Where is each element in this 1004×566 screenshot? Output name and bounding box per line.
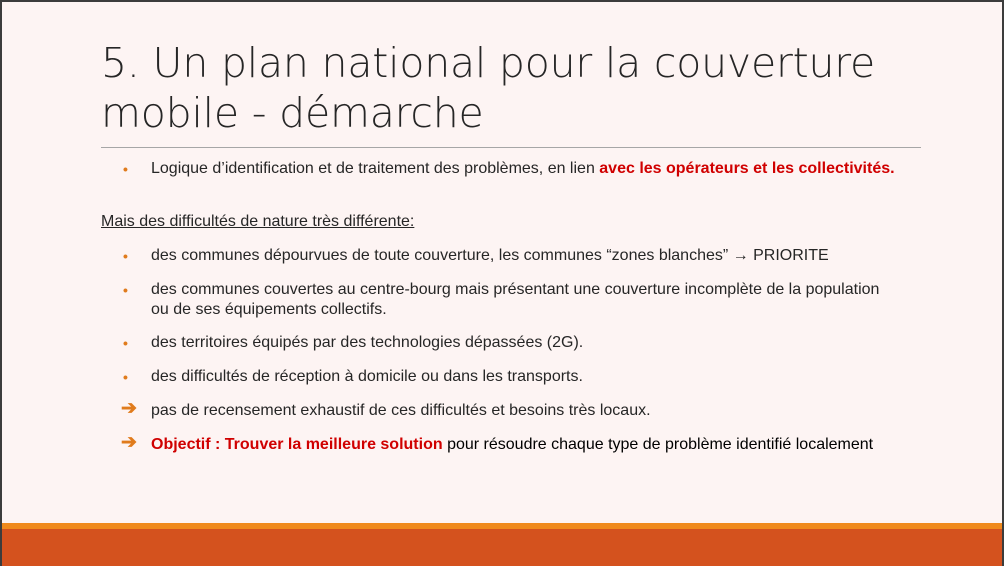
intro-text: Logique d’identification et de traitement des problèmes, en lien	[151, 160, 600, 177]
list-item	[123, 246, 921, 266]
objective-highlight: Objectif : Trouver la meilleure solution	[151, 436, 443, 453]
title-divider	[101, 147, 921, 148]
bullet-icon: •	[123, 282, 128, 298]
slide-title	[101, 38, 921, 138]
arrow-item-text: pas de recensement exhaustif de ces difficultés et besoins très locaux.	[151, 402, 651, 419]
intro-bullet	[123, 159, 921, 179]
bullet-icon: •	[123, 369, 128, 385]
slide	[2, 2, 1002, 566]
list-item-text: des communes dépourvues de toute couverture, les communes “zones blanches” → PRIORITE	[151, 247, 829, 264]
list-item-text: des territoires équipés par des technologies dépassées (2G).	[151, 334, 584, 351]
objective-text: pour résoudre chaque type de problème identifié localement	[442, 436, 874, 453]
footer-bar	[2, 529, 1002, 566]
arrow-right-icon: ➔	[121, 432, 137, 453]
title-line-1: 5. Un plan national pour la couverture	[101, 39, 876, 87]
list-item-text: des communes couvertes au centre-bourg mais présentant une couverture incomplète de la population ou de ses équipements collectifs.	[151, 281, 880, 318]
list-item-text: des difficultés de réception à domicile ou dans les transports.	[151, 368, 583, 385]
list-item	[123, 333, 921, 353]
arrow-right-icon: ➔	[121, 398, 137, 419]
title-line-2: mobile - démarche	[101, 89, 484, 137]
list-item	[123, 280, 896, 320]
intro-highlight: avec les opérateurs et les collectivités.	[599, 160, 895, 177]
bullet-icon: •	[123, 248, 128, 264]
arrow-item	[121, 398, 921, 421]
bullet-icon: •	[123, 335, 128, 351]
section-subtitle: Mais des difficultés de nature très différente:	[101, 213, 415, 230]
objective-item	[121, 432, 881, 455]
list-item	[123, 367, 921, 387]
bullet-icon: •	[123, 161, 128, 177]
